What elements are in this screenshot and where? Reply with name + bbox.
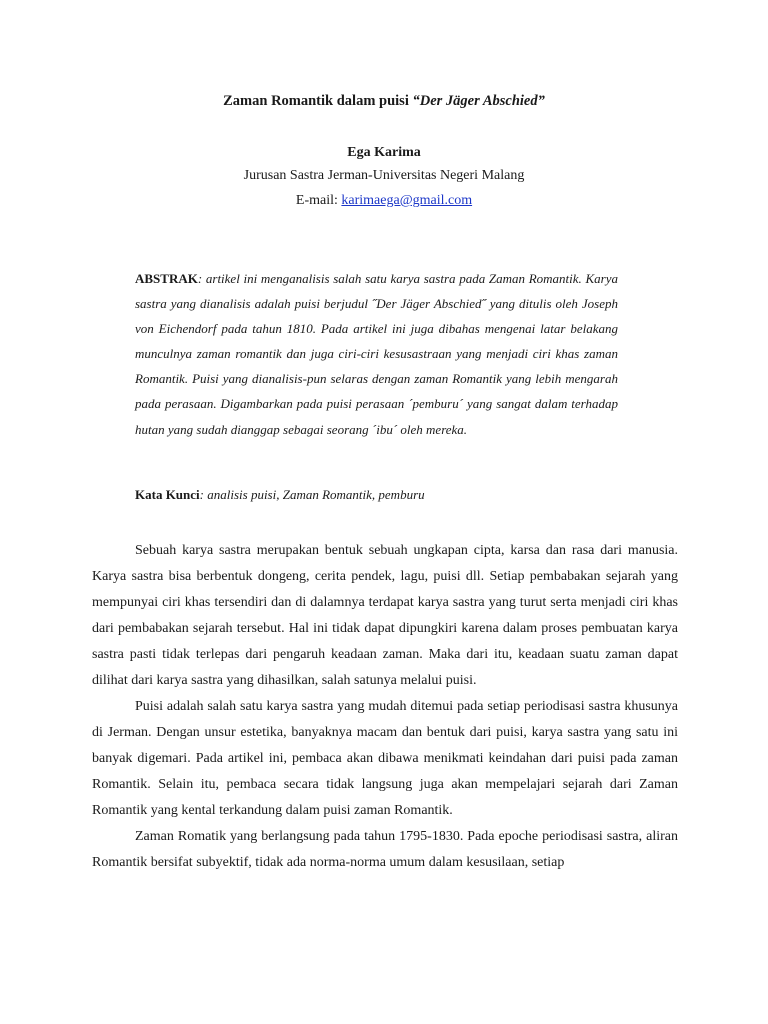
keywords-text: : analisis puisi, Zaman Romantik, pemburu — [199, 487, 425, 502]
abstract-label: ABSTRAK — [135, 271, 198, 286]
abstract-text: : artikel ini menganalisis salah satu karya sastra pada Zaman Romantik. Karya sastra yang dianalisis adalah puisi berjudul ˝Der Jäger Abschied˝ yang ditulis oleh Joseph von Eichendorf pada tahun 1810. Pada artikel ini juga dibahas mengenai latar belakang munculnya zaman romantik dan juga ciri-ciri kesusastraan yang menjadi ciri khas zaman Romantik. Puisi yang dianalisis-pun selaras dengan zaman Romantik yang lebih mengarah pada perasaan. Digambarkan pada puisi perasaan ´pemburu´ yang sangat dalam terhadap hutan yang sudah dianggap sebagai seorang ´ibu´ oleh mereka. — [135, 271, 618, 437]
keywords — [135, 487, 618, 503]
body-text — [92, 538, 678, 876]
body-paragraph-2: Puisi adalah salah satu karya sastra yang mudah ditemui pada setiap periodisasi sastra khusunya di Jerman. Dengan unsur estetika, banyaknya macam dan bentuk dari puisi, karya sastra yang satu ini banyak digemari. Pada artikel ini, pembaca akan dibawa menikmati keindahan dari puisi pada zaman Romantik. Selain itu, pembaca secara tidak langsung juga akan mempelajari sejarah dari Zaman Romantik yang kental terkandung dalam puisi zaman Romantik. — [92, 699, 678, 818]
title-poem-name: “Der Jäger Abschied” — [412, 93, 545, 109]
body-paragraph-3: Zaman Romatik yang berlangsung pada tahun 1795-1830. Pada epoche periodisasi sastra, aliran Romantik bersifat subyektif, tidak ada norma-norma umum dalam kesusilaan, setiap — [92, 829, 678, 870]
paper-title — [0, 93, 768, 110]
author-email — [0, 193, 768, 209]
email-label: E-mail: — [295, 193, 342, 208]
body-paragraph-1: Sebuah karya sastra merupakan bentuk sebuah ungkapan cipta, karsa dan rasa dari manusia. Karya sastra bisa berbentuk dongeng, cerita pendek, lagu, puisi dll. Setiap pembabakan sejarah yang mempunyai ciri khas tersendiri dan di dalamnya terdapat karya sastra yang turut serta menjadi ciri khas dari pembabakan sejarah tersebut. Hal ini tidak dapat dipungkiri karena dalam proses pembuatan karya sastra pasti tidak terlepas dari pengaruh keadaan zaman. Maka dari itu, keadaan suatu zaman dapat dilihat dari karya sastra yang dihasilkan, salah satunya melalui puisi. — [92, 543, 678, 688]
title-main: Zaman Romantik dalam puisi — [223, 93, 413, 109]
keywords-label: Kata Kunci — [135, 487, 200, 502]
author-name: Ega Karima — [347, 145, 421, 160]
abstract — [135, 266, 618, 442]
author-affiliation: Jurusan Sastra Jerman-Universitas Negeri Malang — [243, 168, 525, 183]
email-link[interactable]: karimaega@gmail.com — [341, 193, 473, 208]
